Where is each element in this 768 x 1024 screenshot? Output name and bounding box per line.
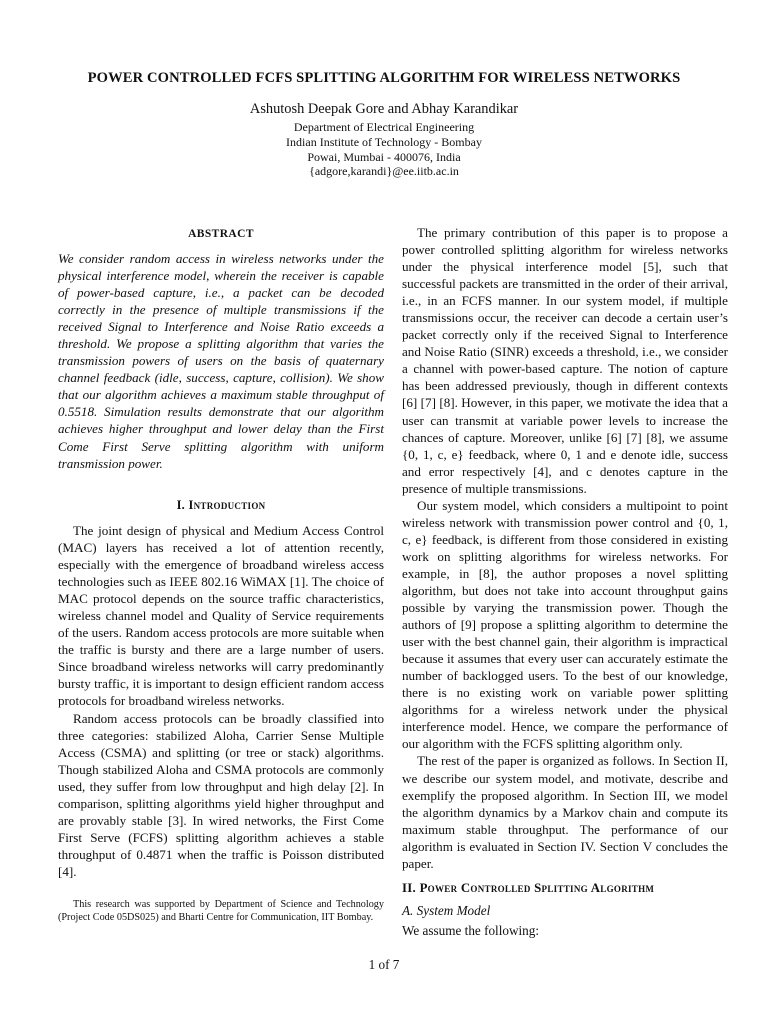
- intro-paragraph-1: The joint design of physical and Medium Access Control (MAC) layers has received a lot of attention recently, especially with the emergence of broadband wireless access technologies such as IEEE 802.16 WiMAX [1]. The choice of MAC protocol depends on the source traffic characteristics, wireless channel model and Quality of Service requirements of the users. Random access protocols are more suitable when the traffic is bursty and there are a large number of users. Since broadband wireless networks will carry predominantly bursty traffic, it is important to design efficient random access protocols for broadband wireless networks.: [58, 523, 384, 709]
- section-1-title: Introduction: [188, 498, 266, 512]
- abstract-text: We consider random access in wireless networks under the physical interference model, wherein the receiver is capable of power-based capture, i.e., a packet can be decoded correctly in the presence of multiple transmissions if the received Signal to Interference and Noise Ratio exceeds a threshold. We propose a splitting algorithm that varies the transmission powers of users on the basis of quaternary channel feedback (idle, success, capture, collision). We show that our algorithm achieves a maximum stable throughput of 0.5518. Simulation results demonstrate that our algorithm achieves higher throughput and lower delay than the First Come First Serve splitting algorithm with uniform transmission power.: [58, 251, 384, 471]
- system-model-paragraph: Our system model, which considers a multipoint to point wireless network with transmission power control and {0, 1, c, e} feedback, is different from those considered in existing work on splitting algorithms for wireless networks. For example, in [8], the author proposes a novel splitting algorithm, but does not take into account throughput gains possible by varying the transmission power. Though the authors of [9] propose a splitting algorithm to determine the user with the best channel gain, their algorithm is impractical because it assumes that every user can accurately estimate the number of backlogged users. To the best of our knowledge, there is no existing work on variable power splitting algorithms for a wireless network under the physical interference model. Hence, we compare the performance of our algorithm with the FCFS splitting algorithm only.: [402, 497, 728, 752]
- abstract-heading: ABSTRACT: [188, 228, 254, 240]
- section-1-number: I.: [176, 498, 186, 512]
- affiliation-department: Department of Electrical Engineering: [293, 120, 475, 134]
- footnote: [58, 899, 384, 924]
- right-column-body: [402, 224, 728, 872]
- section-2-title: Power Controlled Splitting Algorithm: [419, 881, 655, 895]
- footnote-text: This research was supported by Department of Science and Technology (Project Code 05DS025) and Bharti Centre for Communication, IIT Bombay.: [58, 899, 384, 923]
- subsection-heading: A. System Model: [402, 903, 491, 918]
- paper-title: POWER CONTROLLED FCFS SPLITTING ALGORITHM FOR WIRELESS NETWORKS: [87, 70, 681, 86]
- introduction-body: [58, 522, 384, 880]
- intro-paragraph-2: Random access protocols can be broadly classified into three categories: stabilized Aloha, Carrier Sense Multiple Access (CSMA) and splitting (or tree or stack) algorithms. Though stabilized Aloha and CSMA protocols are commonly used, they suffer from low throughput and high delay [2]. In comparison, splitting algorithms yield higher throughput and are provably stable [3]. In wired networks, the First Come First Serve (FCFS) splitting algorithm achieves a stable throughput of 0.4871 when the traffic is Poisson distributed [4].: [58, 710, 384, 879]
- affiliation-block: [40, 120, 728, 179]
- page-number: 1 of 7: [368, 957, 400, 972]
- affiliation-institute: Indian Institute of Technology - Bombay: [286, 134, 482, 149]
- affiliation-email: {adgore,karandi}@ee.iitb.ac.in: [309, 164, 459, 179]
- section-2-first-line: We assume the following:: [402, 923, 540, 938]
- organization-paragraph: The rest of the paper is organized as follows. In Section II, we describe our system model, and motivate, describe and exemplify the proposed algorithm. In Section III, we model the algorithm dynamics by a Markov chain and compute its maximum stable throughput. The performance of our algorithm is evaluated in Section IV. Section V concludes the paper.: [402, 753, 728, 871]
- affiliation-address: Powai, Mumbai - 400076, India: [307, 149, 461, 164]
- paper-authors: Ashutosh Deepak Gore and Abhay Karandikar: [249, 101, 519, 117]
- section-1-heading: [58, 498, 384, 513]
- section-2-heading: [402, 881, 728, 896]
- contribution-paragraph: The primary contribution of this paper is to propose a power controlled splitting algorithm for wireless networks under the physical interference model [5], such that successful packets are transmitted in the order of their arrival, i.e., in an FCFS manner. In our system model, if multiple transmissions occur, the receiver can decode a certain user’s packet correctly only if the received Signal to Interference and Noise Ratio (SINR) exceeds a threshold, i.e., we consider a channel with power-based capture. The notion of capture has been addressed previously, though in different contexts [6] [7] [8]. However, in this paper, we motivate the idea that a user can transmit at variable power levels to increase the chances of capture. Moreover, unlike [6] [7] [8], we assume {0, 1, c, e} feedback, where 0, 1 and e denote idle, success and error respectively [4], and c denotes capture in the presence of multiple transmissions.: [402, 225, 728, 496]
- section-2-number: II.: [402, 881, 417, 895]
